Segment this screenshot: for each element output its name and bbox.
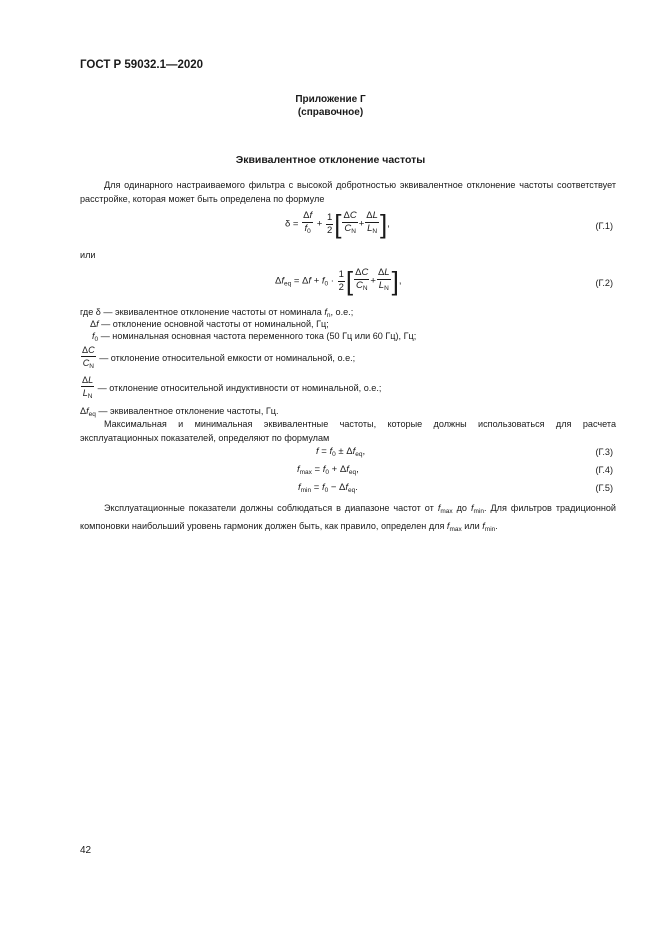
equation-number-g5: (Г.5) (595, 483, 613, 493)
page-number: 42 (80, 845, 92, 856)
definition-delta: где δ — эквивалентное отклонение частоты от номинала $f_n$, о.е.; (80, 307, 354, 319)
definition-f0: $f_0$ — номинальная основная частота переменного тока (50 Гц или 60 Гц), Гц; (92, 331, 417, 343)
document-header: ГОСТ Р 59032.1—2020 (80, 59, 204, 71)
paragraph-performance: Эксплуатационные показатели должны соблюдаться в диапазоне частот от $f_{max}$ до $f_{min}$. Для фильтров традиционной компоновки наибольший уровень гармоник должен быть, как правило, определен для $f_{max}$ или $f_{min}$. (80, 503, 617, 533)
definition-df: Δf — отклонение основной частоты от номинальной, Гц; (90, 319, 329, 329)
or-word: или (80, 250, 96, 260)
where-word: где (80, 307, 94, 317)
equation-g4: $f_{max} = f_0 + \Delta f_{eq}$, (297, 464, 359, 476)
definition-dfeq: $\Delta f_{eq}$ — эквивалентное отклонение частоты, Гц. (80, 406, 279, 418)
intro-paragraph: Для одинарного настраиваемого фильтра с высокой добротностью эквивалентное отклонение частоты соответствует расстройке, которая может быть определена по формуле (80, 180, 616, 204)
appendix-title: Приложение Г (295, 94, 366, 105)
equation-number-g2: (Г.2) (595, 278, 613, 288)
definition-dl: $\frac{\Delta L}{L_N}$ — отклонение относительной индуктивности от номинальной, о.е.; (82, 375, 382, 400)
paragraph-frequencies: Максимальная и минимальная эквивалентные частоты, которые должны использоваться для расчета эксплуатационных показателей, определяют по формулам (80, 419, 616, 443)
equation-number-g1: (Г.1) (595, 221, 613, 231)
equation-g5: $f_{min} = f_0 - \Delta f_{eq}$. (298, 482, 358, 494)
appendix-heading (0, 93, 661, 119)
equation-g1: δ = $\frac{\Delta f}{f_0}$ + $\frac{1}{2}$ [ $\frac{\Delta C}{C_N}$ + $\frac{\Delta L}{L_N}$ ], (285, 209, 390, 239)
appendix-subtitle: (справочное) (297, 107, 364, 118)
definition-dc: $\frac{\Delta C}{C_N}$ — отклонение относительной емкости от номинальной, о.е.; (82, 345, 356, 370)
equation-g3: $f = f_0 \pm \Delta f_{eq}$, (316, 446, 366, 458)
equation-number-g3: (Г.3) (595, 447, 613, 457)
section-title: Эквивалентное отклонение частоты (235, 154, 426, 166)
equation-g2: $\Delta f_{eq} = \Delta f + f_0$ · $\frac{1}{2}$ [ $\frac{\Delta C}{C_N}$ + $\frac{\Delta L}{L_N}$ ], (275, 266, 402, 296)
equation-number-g4: (Г.4) (595, 465, 613, 475)
